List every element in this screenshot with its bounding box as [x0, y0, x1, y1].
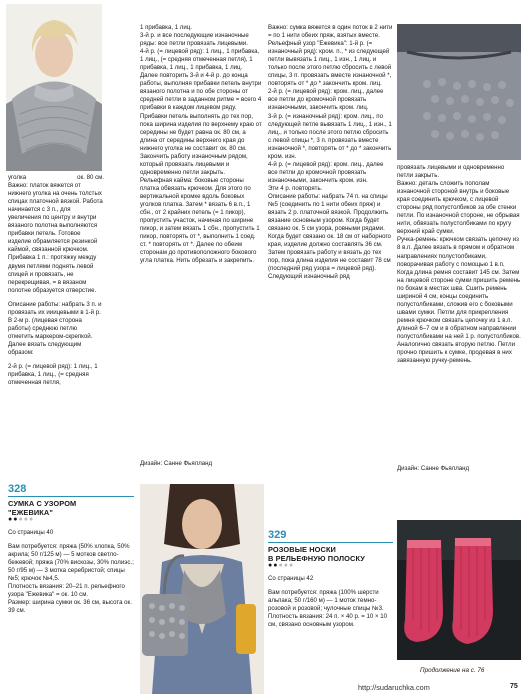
difficulty-dot: ●	[13, 516, 19, 523]
difficulty-dot: ●	[23, 516, 29, 523]
section-328-gauge: Плотность вязания: 20–21 п. рельефного узора "Ежевика" = ок. 10 см.	[8, 583, 125, 599]
col2-para-1: 1 прибавка, 1 лиц.	[140, 24, 192, 31]
section-328-title-line2: "ЕЖЕВИКА"	[8, 508, 53, 517]
section-328-difficulty	[8, 516, 68, 526]
bag-texture-illustration	[397, 24, 521, 160]
socks-illustration	[397, 520, 521, 660]
difficulty-level-329	[268, 562, 294, 569]
section-329-title-line2: В РЕЛЬЕФНУЮ ПОЛОСКУ	[268, 554, 365, 563]
section-328-rule	[8, 496, 134, 497]
section-328-title-line1: СУМКА С УЗОРОМ	[8, 499, 77, 508]
section-328-size: Размер: ширина сумки ок. 36 см, высота ок. 39 см.	[8, 599, 132, 615]
col3-para-4: 3-й р. (= изнаночный ряд): кром. лиц., по следующей петле вывязать 1 лиц., 1 изн., 1 лиц., и только после этого петлю сбросить с левой спицы *, 3 п. провязать вместе изнаночной *, повторять от * до * закончить кром. изн.	[268, 112, 392, 160]
section-329-materials: Вам потребуется: пряжа (100% шерсти альпака; 50 г/160 м) — 1 моток темно-розовой и розовой; чулочные спицы №3.	[268, 589, 384, 613]
section-328-details	[8, 543, 134, 643]
designer-credit-2: Дизайн: Санне Фьялланд	[397, 465, 470, 472]
photo-woman-shawl	[6, 4, 102, 171]
difficulty-dot: ●	[283, 562, 289, 569]
section-329-ref: Со страницы 42	[268, 575, 314, 582]
difficulty-dot: ●	[28, 516, 35, 523]
section-329-details	[268, 589, 393, 659]
column-2-text	[140, 24, 264, 438]
page-number: 75	[510, 683, 518, 690]
col3-para-7: Описание работы: набрать 74 п. на спицы №5 (соединить по 1 нити обеих пряж) и вязать 2 р. платочной вязкой. Продолжить вязание основным узором. Когда будет связано ок. 5 см узора, ровными рядами. Когда будет связано ок. 18 см от наборного края, изделие должно составлять 36 см. Затем провязать работу и вязать до тех пор, пока длина изделия не составит 78 см (последний ряд узора = лицевой ряд). Следующий изнаночный ряд	[268, 192, 391, 281]
designer-credit-1: Дизайн: Санне Фьялланд	[140, 460, 213, 467]
col2-para-2: 3-й р. и все последующие изнаночные ряды: все петли провязать лицевыми.	[140, 32, 249, 48]
col3-para-1: Важно: сумка вяжется в один поток в 2 нити = по 1 нити обеих пряж, взятых вместе.	[268, 24, 393, 40]
photo-bag-detail	[397, 24, 521, 160]
col2-para-3: 4-й р. (= лицевой ряд): 1 лиц., 1 прибавка, 1 лиц., (= средняя отмеченная петля), 1 прибавка, 1 лиц., 1 прибавка, 1 лиц.	[140, 48, 260, 72]
col3-para-6: Эти 4 р. повторять.	[268, 184, 323, 192]
watermark-url: http://sudaruchka.com	[358, 683, 430, 692]
difficulty-dot: ●	[268, 562, 274, 569]
col1-para-5: Описание работы: набрать 3 п. и провязать их ииицевыми в 1-й р. В 2-м р. (лицевая сторона работы) среднюю петлю отметить маркером-скрепкой. Далее вязать следующим образом:	[8, 300, 102, 356]
col4-para-1: провязать лицевыми и одновременно петли закрыть.	[397, 164, 505, 180]
section-328-materials: Вам потребуется: пряжа (50% хлопка, 50% акрила; 50 г/125 м) — 5 мотков светло-бежевой; пряжа (70% вискозы, 30% полиэс.; 50 г/95 м) — 3 мотка серебристой; спицы №5; крючок №4,5.	[8, 543, 134, 583]
section-329-title-line1: РОЗОВЫЕ НОСКИ	[268, 545, 336, 554]
continued-note: Продолжение на с. 76	[420, 667, 485, 674]
col3-para-3: 2-й р. (= лицевой ряд): кром. лиц., далее все петли до кромочной провязать изнаночными, закончить кром. лиц.	[268, 88, 384, 112]
difficulty-dot: ●	[18, 516, 24, 523]
difficulty-level-328	[8, 516, 34, 523]
section-329-number: 329	[268, 529, 287, 541]
col2-para-5: Рельефная кайма: боковые стороны платка обвязать крючком. Для этого по вертикальной кромке вдоль боковых уголков платка. Затем * вязать 6 в.п., 1 сбн., от 2 крайних петель (= 1 пикор), пропустить участок, начиная по ширине пикор, и затем вязать 1 сбн., пропустить 1 пикор, повторять от *, выполнить 1 соед. ст. * повторять от *. Далее по обеим сторонам до противоположного бокового угла платка. Нить обрезать и закрепить.	[140, 176, 260, 265]
difficulty-dot: ●	[278, 562, 284, 569]
difficulty-dot: ●	[8, 516, 14, 523]
photo-pink-socks	[397, 520, 521, 660]
col4-para-2: Важно: деталь сложить пополам изнаночной стороной внутрь и боковые края соединить крючком, с лицевой стороны ряд полустолбиков за обе стенки петли. По изнаночной стороне, не обрывая нити, обвязать полустолбиками по кругу верхний край сумки.	[397, 180, 520, 236]
col4-para-3: Ручка-ремень: крючком связать цепочку из 8 в.п. Далее вязать в прямом и обратном направлениях полустолбиками, поворачивая работу с помощью 1 в.п. Когда длина ремня составит 145 см. Затем на лицевой стороне сумки пришить ремень по бокам в местах шва. Сшить ремень шириной 4 см, концы соединить полустолбиками, сложив его с боковыми швами сумки. Петли для прикрепления ремня крючком связать цепочку из 1 в.п. длиной 6–7 см и в обратном направлении полустолбиками на ней 1 р. полустолбиков. Аналогично связать вторую петлю. Петли прочно пришить к сумке, продевая в них завязанную ручку-ремень.	[397, 236, 521, 365]
section-329-gauge: Плотность вязания: 24 п. × 40 р. = 10 × 10 см, связано основным узором.	[268, 613, 388, 629]
col1-para-6: 2-й р. (= лицевой ряд): 1 лиц., 1 прибавка, 1 лиц., (= средняя отмеченная петля,	[8, 363, 98, 387]
col2-para-4: Далее повторить 3-й и 4-й р. до конца работы, выполняя прибавки петель внутри вязаного полотна и по обе стороны от средней петли в заданном ритме = всего 4 прибавки в каждом лицевом ряду. Прибавки петель выполнять до тех пор, пока ширина изделия по верхнему краю от середины не будет равна ок. 80 см, а длина от середины верхнего края до нижнего уголка не составит ок. 80 см. Закончить работу изнаночным рядом, который провязать лицевыми и одновременно петли закрыть.	[140, 72, 262, 176]
col1-para-3: Прибавка 1 п.: протяжку между двумя петлями поднять левой спицей и провязать, не перекрещивая, = в вязаном полотне образуется отверстие.	[8, 254, 97, 294]
section-329-difficulty	[268, 562, 328, 572]
section-328-ref: Со страницы 40	[8, 529, 54, 536]
difficulty-dot: ●	[288, 562, 295, 569]
column-4-text	[397, 164, 521, 454]
section-329-rule	[268, 542, 393, 543]
column-1-text	[8, 174, 104, 480]
difficulty-dot: ●	[273, 562, 279, 569]
shawl-illustration	[6, 4, 102, 171]
photo-woman-bag	[140, 484, 264, 694]
col1-para-2: Важно: платок вяжется от нижнего уголка на очень толстых спицах платочной вязкой. Работа начинается с 3 п., для увеличения по центру и внутри вязаного полотна выполняются прибавки петель. Готовое изделие обрамляется резинкой каймой, связанной крючком.	[8, 182, 103, 254]
column-3-text	[268, 24, 393, 448]
section-328-number: 328	[8, 483, 27, 495]
col3-para-5: 4-й р. (= лицевой ряд): кром. лиц., далее все петли до кромочной провязать изнаночными, закончить кром. изн.	[268, 160, 384, 184]
col1-para-1: уголка ок. 80 см.	[8, 174, 104, 181]
col3-para-2: Рельефный узор "Ежевика": 1-й р. (= изнаночный ряд): кром. п., * из следующей петли вывязать 1 лиц., 1 изн., 1 лиц. и только после этого петлю сбросить с левой спицы, 3 п. провязать вместе изнаночной *, повторять от * до * закончить кром. лиц.	[268, 40, 392, 88]
woman-bag-illustration	[140, 484, 264, 694]
